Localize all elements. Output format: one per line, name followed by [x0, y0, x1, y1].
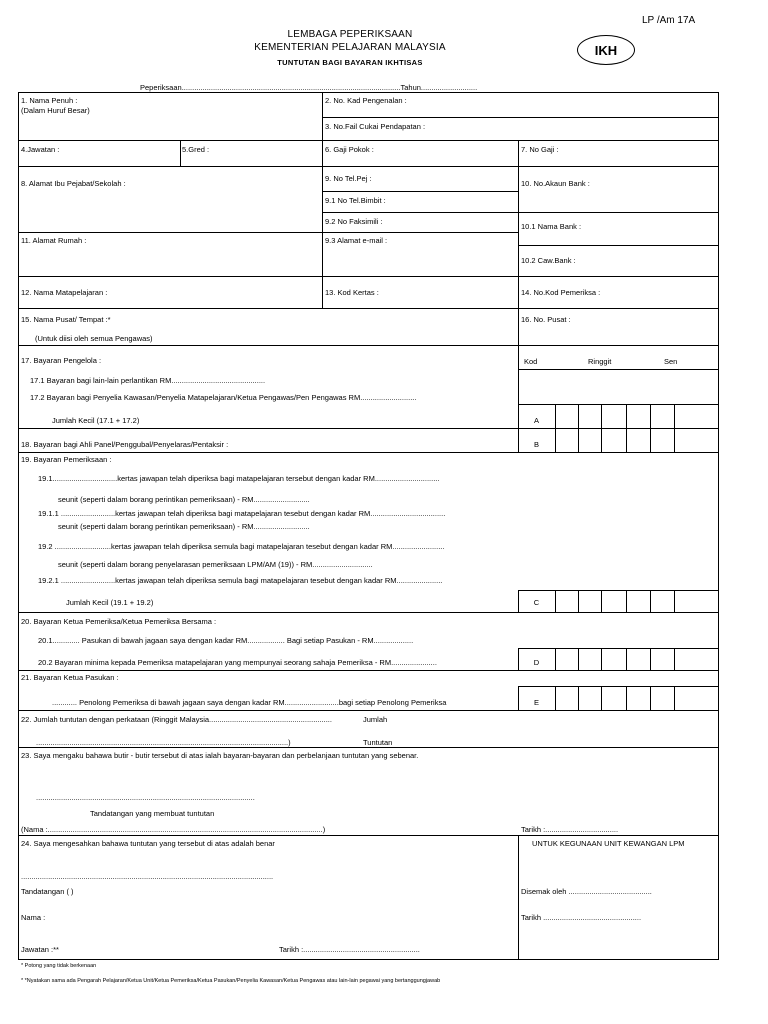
field-tax-file[interactable]: 3. No.Fail Cukai Pendapatan : [325, 122, 426, 131]
field-centre-number[interactable]: 16. No. Pusat : [521, 315, 571, 324]
field-bank-branch[interactable]: 10.2 Caw.Bank : [521, 256, 576, 265]
claimant-signature-line[interactable]: ......................................................................................................... [36, 793, 255, 802]
total-label-2: Tuntutan [363, 738, 393, 747]
line-20-1[interactable]: 20.1............. Pasukan di bawah jagaan saya dengan kadar RM.................. Bagi setiap Pasukan - RM................... [38, 636, 414, 645]
exam-year-line[interactable]: Peperiksaan.........................................................................................................Tahun........................... [140, 83, 478, 92]
line-21-1[interactable]: ............ Penolong Pemeriksa di bawah jagaan saya dengan kadar RM..........................bagi setiap Penolong Pemeriksa [52, 698, 447, 707]
subtotal-19: Jumlah Kecil (19.1 + 19.2) [66, 598, 154, 607]
claimant-name-line[interactable]: (Nama :....................................................................................................................................) [21, 825, 326, 834]
field-examiner-code[interactable]: 14. No.Kod Pemeriksa : [521, 288, 601, 297]
line-19-1-1-unit[interactable]: seunit (seperti dalam borang perintikan pemeriksaan) - RM........................... [58, 522, 310, 531]
claimant-date-line[interactable]: Tarikh :................................... [521, 825, 619, 834]
field-ic-number[interactable]: 2. No. Kad Pengenalan : [325, 96, 407, 105]
verifier-signature-line[interactable]: ......................................................................................................................... [21, 872, 274, 881]
field-paper-code[interactable]: 13. Kod Kertas : [325, 288, 379, 297]
form-subtitle: TUNTUTAN BAGI BAYARAN IKHTISAS [277, 58, 423, 67]
section-19-title: 19. Bayaran Pemeriksaan : [21, 455, 112, 464]
field-full-name[interactable]: 1. Nama Penuh : [21, 96, 78, 105]
verifier-date[interactable]: Tarikh :........................................................ [279, 945, 420, 954]
line-17-2[interactable]: 17.2 Bayaran bagi Penyelia Kawasan/Penyelia Matapelajaran/Ketua Pengawas/Pen Pengawas RM........................... [30, 393, 417, 402]
section-21-title: 21. Bayaran Ketua Pasukan : [21, 673, 119, 682]
column-ringgit: Ringgit [588, 357, 612, 366]
field-position[interactable]: 4.Jawatan : [21, 145, 60, 154]
field-mobile-phone[interactable]: 9.1 No Tel.Bimbit : [325, 196, 386, 205]
field-centre-note: (Untuk diisi oleh semua Pengawas) [35, 334, 153, 343]
line-19-1[interactable]: 19.1...............................kertas jawapan telah diperiksa bagi matapelajaran tersebut dengan kadar RM............................... [38, 474, 440, 483]
field-subject-name[interactable]: 12. Nama Matapelajaran : [21, 288, 108, 297]
code-e: E [533, 698, 539, 707]
ikh-badge: IKH [577, 35, 635, 65]
field-home-address[interactable]: 11. Alamat Rumah : [21, 236, 87, 245]
verifier-signature-label: Tandatangan ( ) [21, 887, 74, 896]
footnote-1: * Potong yang tidak berkenaan [21, 963, 97, 969]
line-19-1-unit[interactable]: seunit (seperti dalam borang perintikan pemeriksaan) - RM........................... [58, 495, 310, 504]
column-sen: Sen [664, 357, 678, 366]
verifier-position[interactable]: Jawatan :** [21, 945, 59, 954]
footnote-2: * *Nyatakan sama ada Pengarah Pelajaran/Ketua Unit/Ketua Pemeriksa/Ketua Pasukan/Penyelia Kawasan/Ketua Pengawas atau lain-lain pegawai yang bertanggungjawab [21, 978, 441, 984]
line-17-1[interactable]: 17.1 Bayaran bagi lain-lain perlantikan RM............................................. [30, 376, 266, 385]
total-label-1: Jumlah [363, 715, 388, 724]
section-24-verification: 24. Saya mengesahkan bahawa tuntutan yang tersebut di atas adalah benar [21, 839, 275, 848]
line-22-1[interactable]: 22. Jumlah tuntutan dengan perkataan (Ringgit Malaysia........................................................... [21, 715, 332, 724]
line-19-2[interactable]: 19.2 ...........................kertas jawapan telah diperiksa semula bagi matapelajaran tesebut dengan kadar RM......................... [38, 542, 445, 551]
field-fax[interactable]: 9.2 No Faksimili : [325, 217, 383, 226]
field-office-phone[interactable]: 9. No Tel.Pej : [325, 174, 372, 183]
field-centre-name[interactable]: 15. Nama Pusat/ Tempat :* [21, 315, 111, 324]
section-23-declaration: 23. Saya mengaku bahawa butir - butir tersebut di atas ialah bayaran-bayaran dan perbelanjaan tuntutan yang sebenar. [21, 751, 419, 760]
field-email[interactable]: 9.3 Alamat e-mail : [325, 236, 388, 245]
org-name: LEMBAGA PEPERIKSAAN [287, 29, 413, 40]
section-20-title: 20. Bayaran Ketua Pemeriksa/Ketua Pemeriksa Bersama : [21, 617, 217, 626]
finance-date-line[interactable]: Tarikh ............................................... [521, 913, 642, 922]
column-kod: Kod [524, 357, 538, 366]
finance-unit-label: UNTUK KEGUNAAN UNIT KEWANGAN LPM [532, 839, 685, 848]
line-19-2-unit[interactable]: seunit (seperti dalam borang penyelarasan pemeriksaan LPM/AM (19)) - RM............................. [58, 560, 373, 569]
field-grade[interactable]: 5.Gred : [182, 145, 210, 154]
claimant-signature-label: Tandatangan yang membuat tuntutan [90, 809, 215, 818]
field-bank-account[interactable]: 10. No.Akaun Bank : [521, 179, 590, 188]
field-office-address[interactable]: 8. Alamat Ibu Pejabat/Sekolah : [21, 179, 126, 188]
line-20-2[interactable]: 20.2 Bayaran minima kepada Pemeriksa matapelajaran yang mempunyai seorang sahaja Pemeriksa - RM...................... [38, 658, 437, 667]
form-reference: LP /Am 17A [642, 15, 696, 26]
code-c: C [533, 598, 540, 607]
line-19-2-1[interactable]: 19.2.1 ..........................kertas jawapan telah diperiksa semula bagi matapelajaran tesebut dengan kadar RM...................... [38, 576, 443, 585]
field-bank-name[interactable]: 10.1 Nama Bank : [521, 222, 582, 231]
field-basic-salary[interactable]: 6. Gaji Pokok : [325, 145, 374, 154]
field-salary-number[interactable]: 7. No Gaji : [521, 145, 559, 154]
field-full-name-note: (Dalam Huruf Besar) [21, 106, 90, 115]
ministry-name: KEMENTERIAN PELAJARAN MALAYSIA [254, 42, 446, 53]
line-19-1-1[interactable]: 19.1.1 ..........................kertas jawapan telah diperiksa bagi matapelajaran tesebut dengan kadar RM.................................... [38, 509, 446, 518]
section-17-title: 17. Bayaran Pengelola : [21, 356, 102, 365]
code-d: D [533, 658, 540, 667]
verifier-name[interactable]: Nama : [21, 913, 46, 922]
line-22-2[interactable]: .........................................................................................................................) [36, 738, 291, 747]
code-b: B [533, 440, 539, 449]
subtotal-17: Jumlah Kecil (17.1 + 17.2) [52, 416, 140, 425]
code-a: A [533, 416, 539, 425]
checked-by-line[interactable]: Disemak oleh ........................................ [521, 887, 652, 896]
section-18-title: 18. Bayaran bagi Ahli Panel/Penggubal/Penyelaras/Pentaksir : [21, 440, 229, 449]
